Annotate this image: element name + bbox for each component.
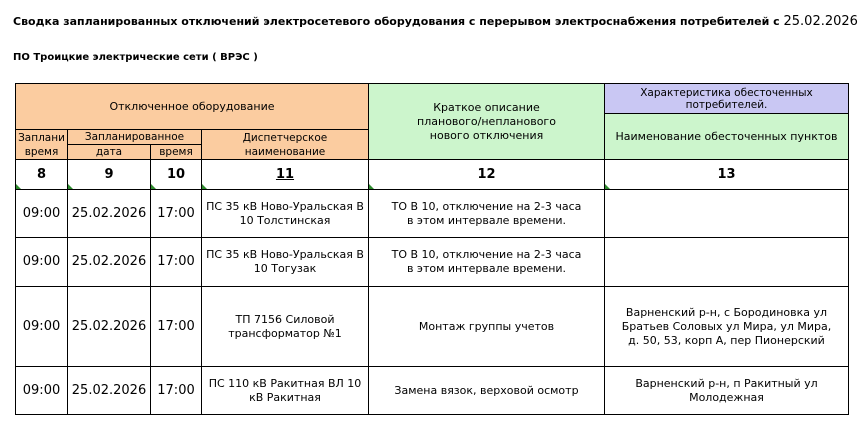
header-planned-start: Заплани время	[16, 130, 68, 160]
col-number: 10	[151, 160, 202, 190]
col-number: 9	[68, 160, 151, 190]
page-title	[13, 14, 858, 29]
header-planned: Запланированное	[68, 130, 202, 145]
row-date: 25.02.2026	[68, 238, 151, 287]
row-start-time: 09:00	[16, 367, 68, 415]
row-date: 25.02.2026	[68, 190, 151, 238]
header-short-description: Краткое описание планового/непланового нового отключения	[369, 84, 605, 160]
page-subtitle: ПО Троицкие электрические сети ( ВРЭС )	[13, 52, 258, 63]
row-end-time: 17:00	[151, 367, 202, 415]
row-start-time: 09:00	[16, 190, 68, 238]
col-number: 12	[369, 160, 605, 190]
col-number: 13	[605, 160, 849, 190]
header-settlements: Наименование обесточенных пунктов	[605, 114, 849, 160]
row-equipment: ПС 35 кВ Ново-Уральская В 10 Толстинская	[202, 190, 369, 238]
row-settlements: Варненский р-н, п Ракитный ул Молодежная	[605, 367, 849, 415]
row-description: Замена вязок, верховой осмотр	[369, 367, 605, 415]
table-row	[16, 287, 849, 367]
row-start-time: 09:00	[16, 238, 68, 287]
title-text: Сводка запланированных отключений электросетевого оборудования с перерывом электроснабжения потребителей с	[13, 15, 780, 28]
row-settlements: Варненский р-н, с Бородиновка ул Братьев Соловых ул Мира, ул Мира, д. 50, 53, корп А, пер Пионерский	[605, 287, 849, 367]
row-description: Монтаж группы учетов	[369, 287, 605, 367]
table-row	[16, 190, 849, 238]
row-end-time: 17:00	[151, 238, 202, 287]
row-settlements	[605, 238, 849, 287]
table-row	[16, 238, 849, 287]
col-number: 11	[202, 160, 369, 190]
row-description: ТО В 10, отключение на 2-3 часа в этом интервале времени.	[369, 238, 605, 287]
row-equipment: ПС 110 кВ Ракитная ВЛ 10 кВ Ракитная	[202, 367, 369, 415]
row-end-time: 17:00	[151, 190, 202, 238]
title-date: 25.02.2026	[783, 14, 858, 29]
header-disabled-equipment: Отключенное оборудование	[16, 84, 369, 130]
col-number: 8	[16, 160, 68, 190]
header-date: дата	[68, 145, 151, 160]
header-consumers: Характеристика обесточенных потребителей.	[605, 84, 849, 114]
outage-table	[15, 83, 849, 415]
row-settlements	[605, 190, 849, 238]
row-date: 25.02.2026	[68, 367, 151, 415]
table-row	[16, 367, 849, 415]
row-equipment: ПС 35 кВ Ново-Уральская В 10 Тогузак	[202, 238, 369, 287]
header-dispatcher-name: Диспетчерское наименование	[202, 130, 369, 160]
row-date: 25.02.2026	[68, 287, 151, 367]
row-equipment: ТП 7156 Силовой трансформатор №1	[202, 287, 369, 367]
header-time: время	[151, 145, 202, 160]
row-description: ТО В 10, отключение на 2-3 часа в этом интервале времени.	[369, 190, 605, 238]
row-end-time: 17:00	[151, 287, 202, 367]
row-start-time: 09:00	[16, 287, 68, 367]
